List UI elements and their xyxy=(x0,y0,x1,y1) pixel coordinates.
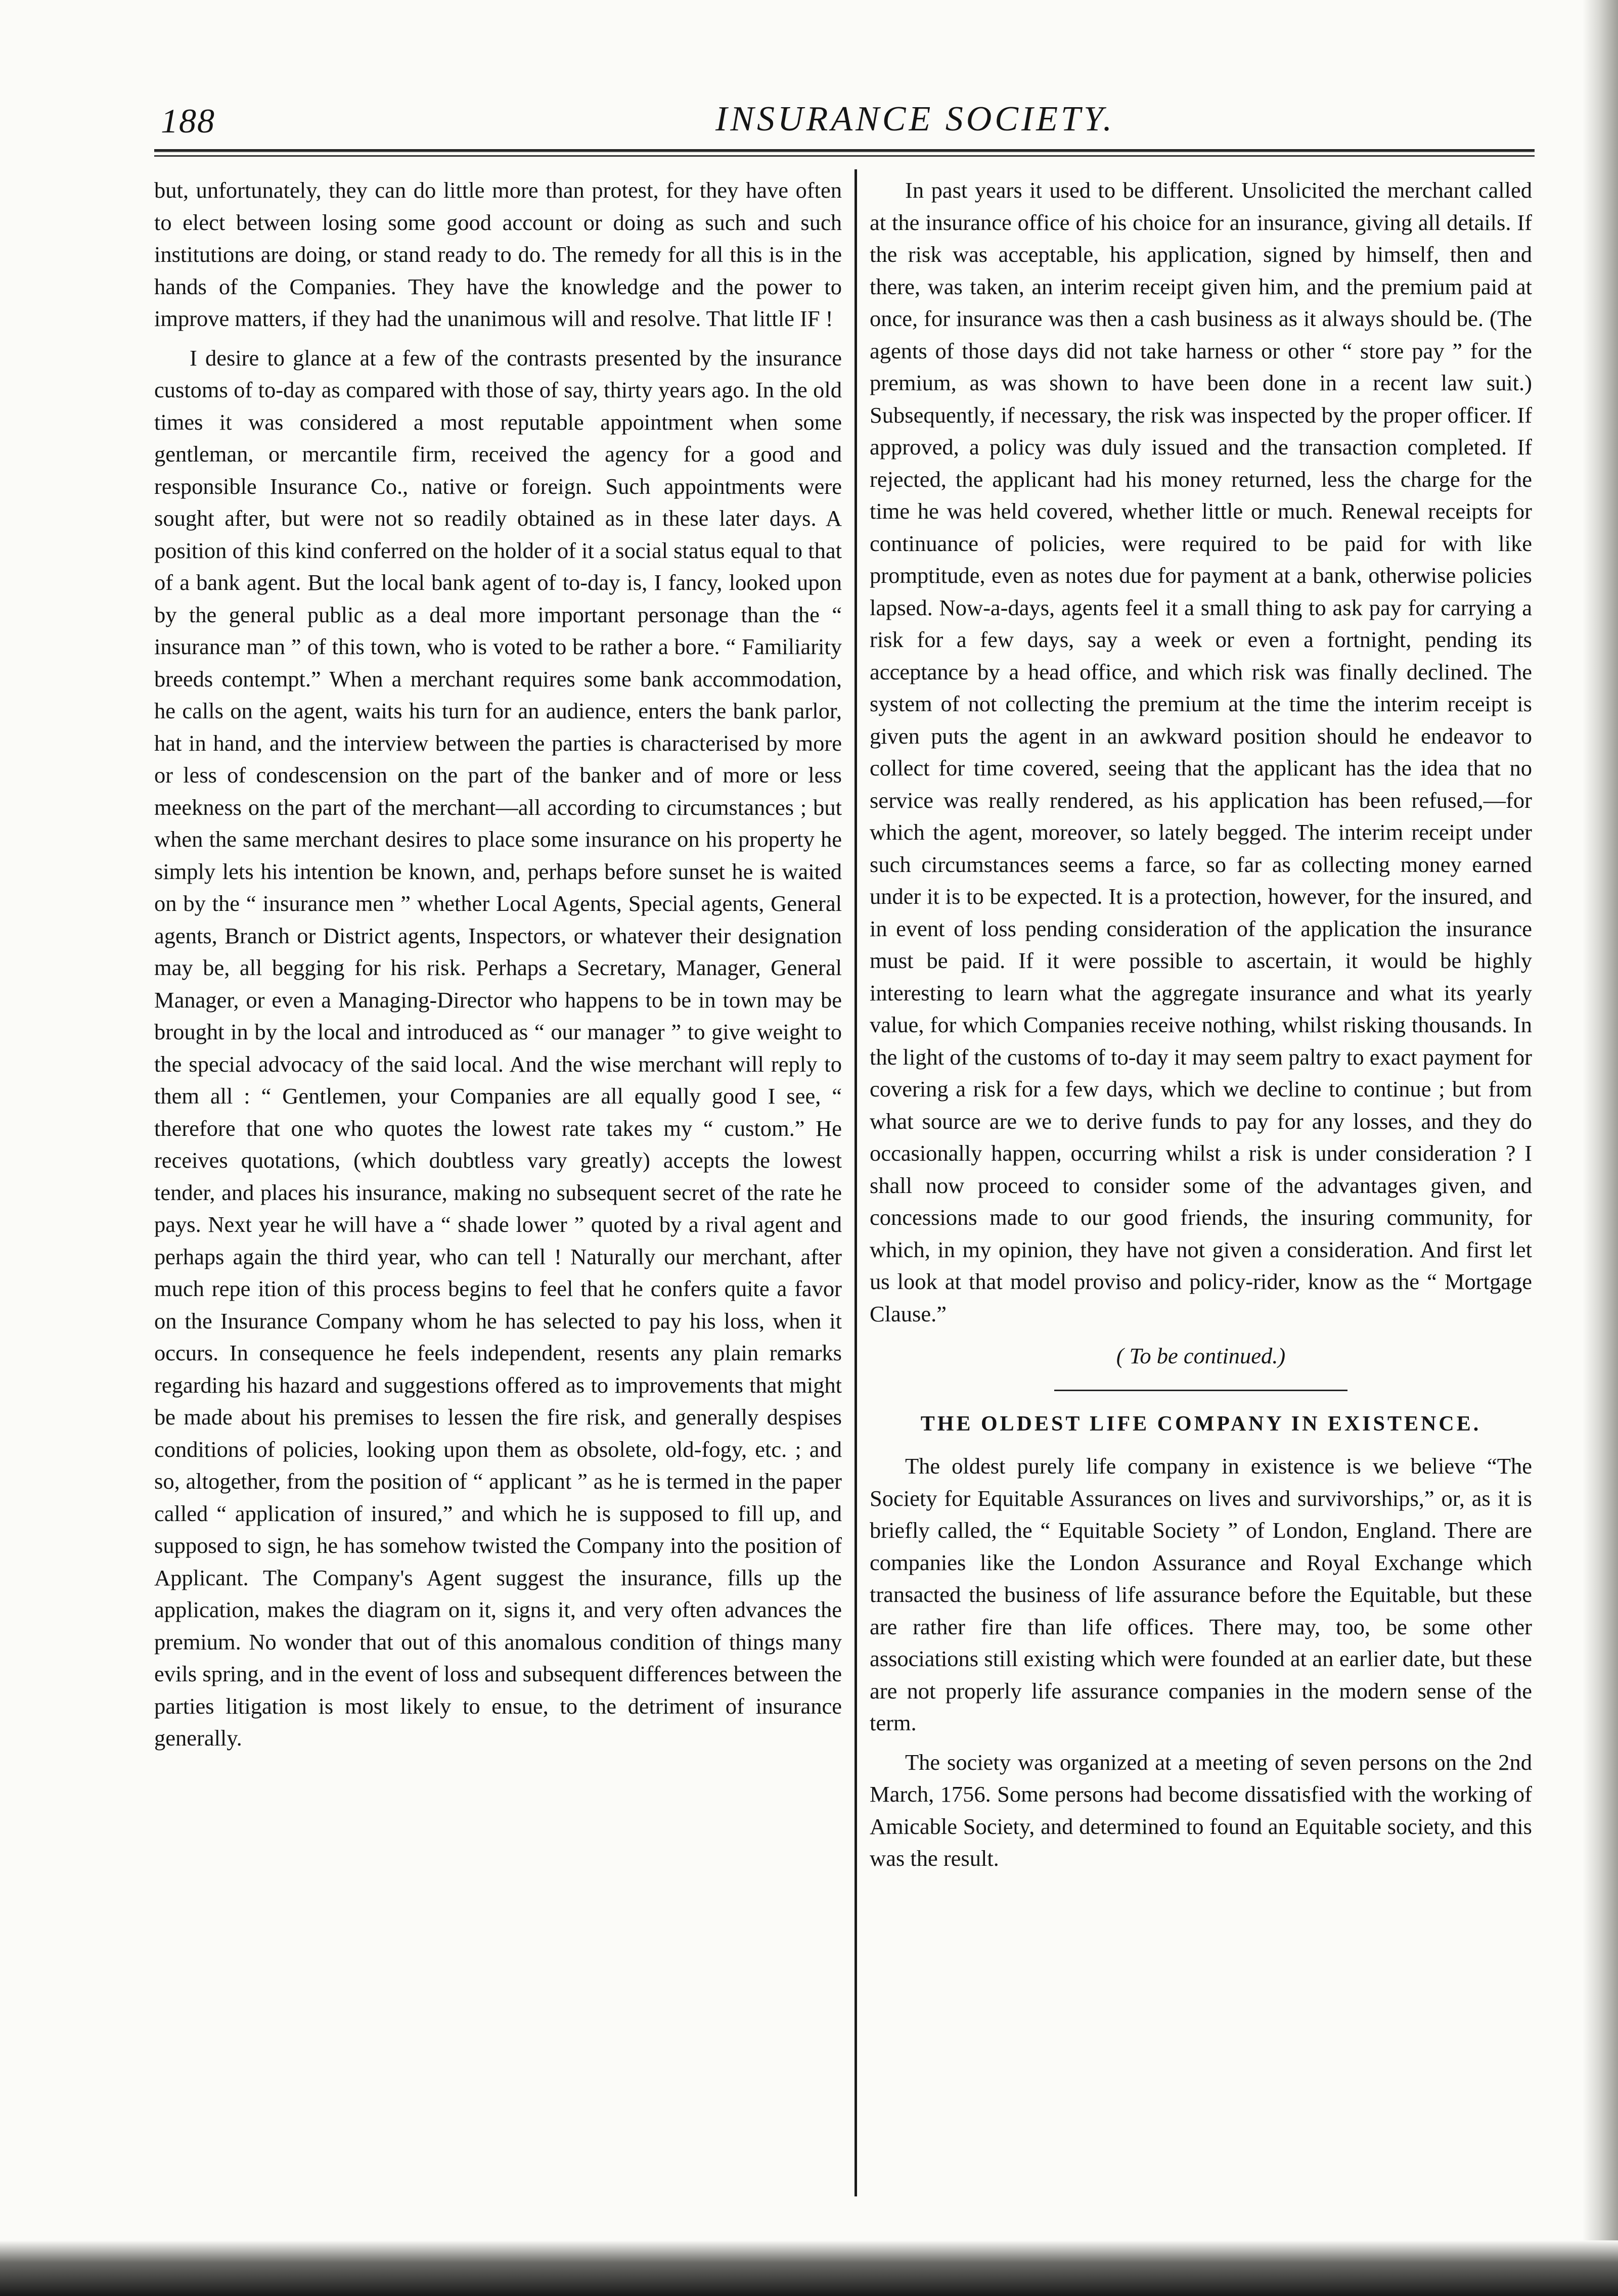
scan-bottom-edge xyxy=(0,2240,1618,2296)
section-rule xyxy=(1054,1390,1347,1391)
paragraph: In past years it used to be different. Unsolicited the merchant called at the insurance office of his choice for an insurance, giving all details. If the risk was acceptable, his application, signed by himself, then and there, was taken, an interim receipt given him, and the premium paid at once, for insurance was then a cash business as it always should be. (The agents of those days did not take harness or other “ store pay ” for the premium, as was shown to have been done in a recent law suit.) Subsequently, if necessary, the risk was inspected by the proper officer. If approved, a policy was duly issued and the transaction completed. If rejected, the applicant had his money returned, less the charge for the time he was held covered, whether little or much. Renewal receipts for continuance of policies, were required to be paid for with like promptitude, even as notes due for payment at a bank, otherwise policies lapsed. Now-a-days, agents feel it a small thing to ask pay for carrying a risk for a few days, say a week or even a fortnight, pending its acceptance by a head office, and which risk was finally declined. The system of not collecting the premium at the time the interim receipt is given puts the agent in an awkward position should he endeavor to collect for time covered, seeing that the applicant has the idea that no service was really rendered, as his application has been refused,—for which the agent, moreover, so lately begged. The interim receipt under such circumstances seems a farce, so far as collecting money earned under it is to be expected. It is a protection, however, for the insured, and in event of loss pending consideration of the application the insurance must be paid. If it were possible to ascertain, it would be highly interesting to learn what the aggregate insurance and what its yearly value, for which Companies receive nothing, whilst risking thousands. In the light of the customs of to-day it may seem paltry to exact payment for covering a risk for a few days, which we decline to continue ; but from what source are we to derive funds to pay for any losses, and they do occasionally happen, occurring whilst a risk is under consideration ? I shall now proceed to consider some of the advantages given, and concessions made to our good friends, the insuring community, for which, in my opinion, they have not given a consideration. And first let us look at that model proviso and policy-rider, know as the “ Mortgage Clause.” xyxy=(870,177,1532,1326)
continued-note: ( To be continued.) xyxy=(1116,1343,1286,1368)
column-divider xyxy=(855,169,857,2196)
paragraph: but, unfortunately, they can do little more than protest, for they have often to elect between losing some good account or doing as such and such institutions are doing, or stand ready to do. The remedy for all this is in the hands of the Companies. They have the knowledge and the power to improve matters, if they had the unanimous will and resolve. That little IF ! xyxy=(154,177,842,331)
left-column xyxy=(154,174,842,1762)
paragraph: I desire to glance at a few of the contrasts presented by the insurance customs of to-day as compared with those of say, thirty years ago. In the old times it was considered a most reputable appointment when some gentleman, or mercantile firm, received the agency for a good and responsible Insurance Co., native or foreign. Such appointments were sought after, but were not so readily obtained as in these later days. A position of this kind conferred on the holder of it a social status equal to that of a bank agent. But the local bank agent of to-day is, I fancy, looked upon by the general public as a deal more important personage than the “ insurance man ” of this town, who is voted to be rather a bore. “ Familiarity breeds contempt.” When a merchant requires some bank accommodation, he calls on the agent, waits his turn for an audience, enters the bank parlor, hat in hand, and the interview between the parties is characterised by more or less of condescension on the part of the banker and of more or less meekness on the part of the merchant—all according to circumstances ; but when the same merchant desires to place some insurance on his property he simply lets his intention be known, and, perhaps before sunset he is waited on by the “ insurance men ” whether Local Agents, Special agents, General agents, Branch or District agents, Inspectors, or whatever their designation may be, all begging for his risk. Perhaps a Secretary, Manager, General Manager, or even a Managing-Director who happens to be in town may be brought in by the local and introduced as “ our manager ” to give weight to the special advocacy of the said local. And the wise merchant will reply to them all : “ Gentlemen, your Companies are all equally good I see, “ therefore that one who quotes the lowest rate takes my “ custom.” He receives quotations, (which doubtless vary greatly) accepts the lowest tender, and places his insurance, making no subsequent secret of the rate he pays. Next year he will have a “ shade lower ” quoted by a rival agent and perhaps again the third year, who can tell ! Naturally our merchant, after much repe ition of this process begins to feel that he confers quite a favor on the Insurance Company whom he has selected to pay his loss, when it occurs. In consequence he feels independent, resents any plain remarks regarding his hazard and suggestions offered as to improvements that might be made about his premises to lessen the fire risk, and generally despises conditions of policies, looking upon them as obsolete, old-fogy, etc. ; and so, altogether, from the position of “ applicant ” as he is termed in the paper called “ application of insured,” and which he is supposed to fill up, and supposed to sign, he has somehow twisted the Company into the position of Applicant. The Company's Agent suggest the insurance, fills up the application, makes the diagram on it, signs it, and very often advances the premium. No wonder that out of this anomalous condition of things many evils spring, and in the event of loss and subsequent differences between the parties litigation is most likely to ensue, to the detriment of insurance generally. xyxy=(154,345,842,1751)
page-number: 188 xyxy=(161,102,215,140)
paragraph: The oldest purely life company in existence is we believe “The Society for Equitable Assurances on lives and survivorships,” or, as it is briefly called, the “ Equitable Society ” of London, England. There are companies like the London Assurance and Royal Exchange which transacted the business of life assurance before the Equitable, but these are rather fire than life offices. There may, too, be some other associations still existing which were founded at an earlier date, but these are not properly life assurance companies in the modern sense of the term. xyxy=(870,1453,1532,1735)
paragraph: The society was organized at a meeting of seven persons on the 2nd March, 1756. Some persons had become dissatisfied with the working of Amicable Society, and determined to found an Equitable society, and this was the result. xyxy=(870,1749,1532,1871)
page-edge-shadow xyxy=(1583,0,1618,2296)
header-rule xyxy=(154,149,1535,152)
right-column xyxy=(870,174,1532,1882)
running-title: INSURANCE SOCIETY. xyxy=(715,100,1115,139)
section-heading: THE OLDEST LIFE COMPANY IN EXISTENCE. xyxy=(920,1412,1481,1436)
